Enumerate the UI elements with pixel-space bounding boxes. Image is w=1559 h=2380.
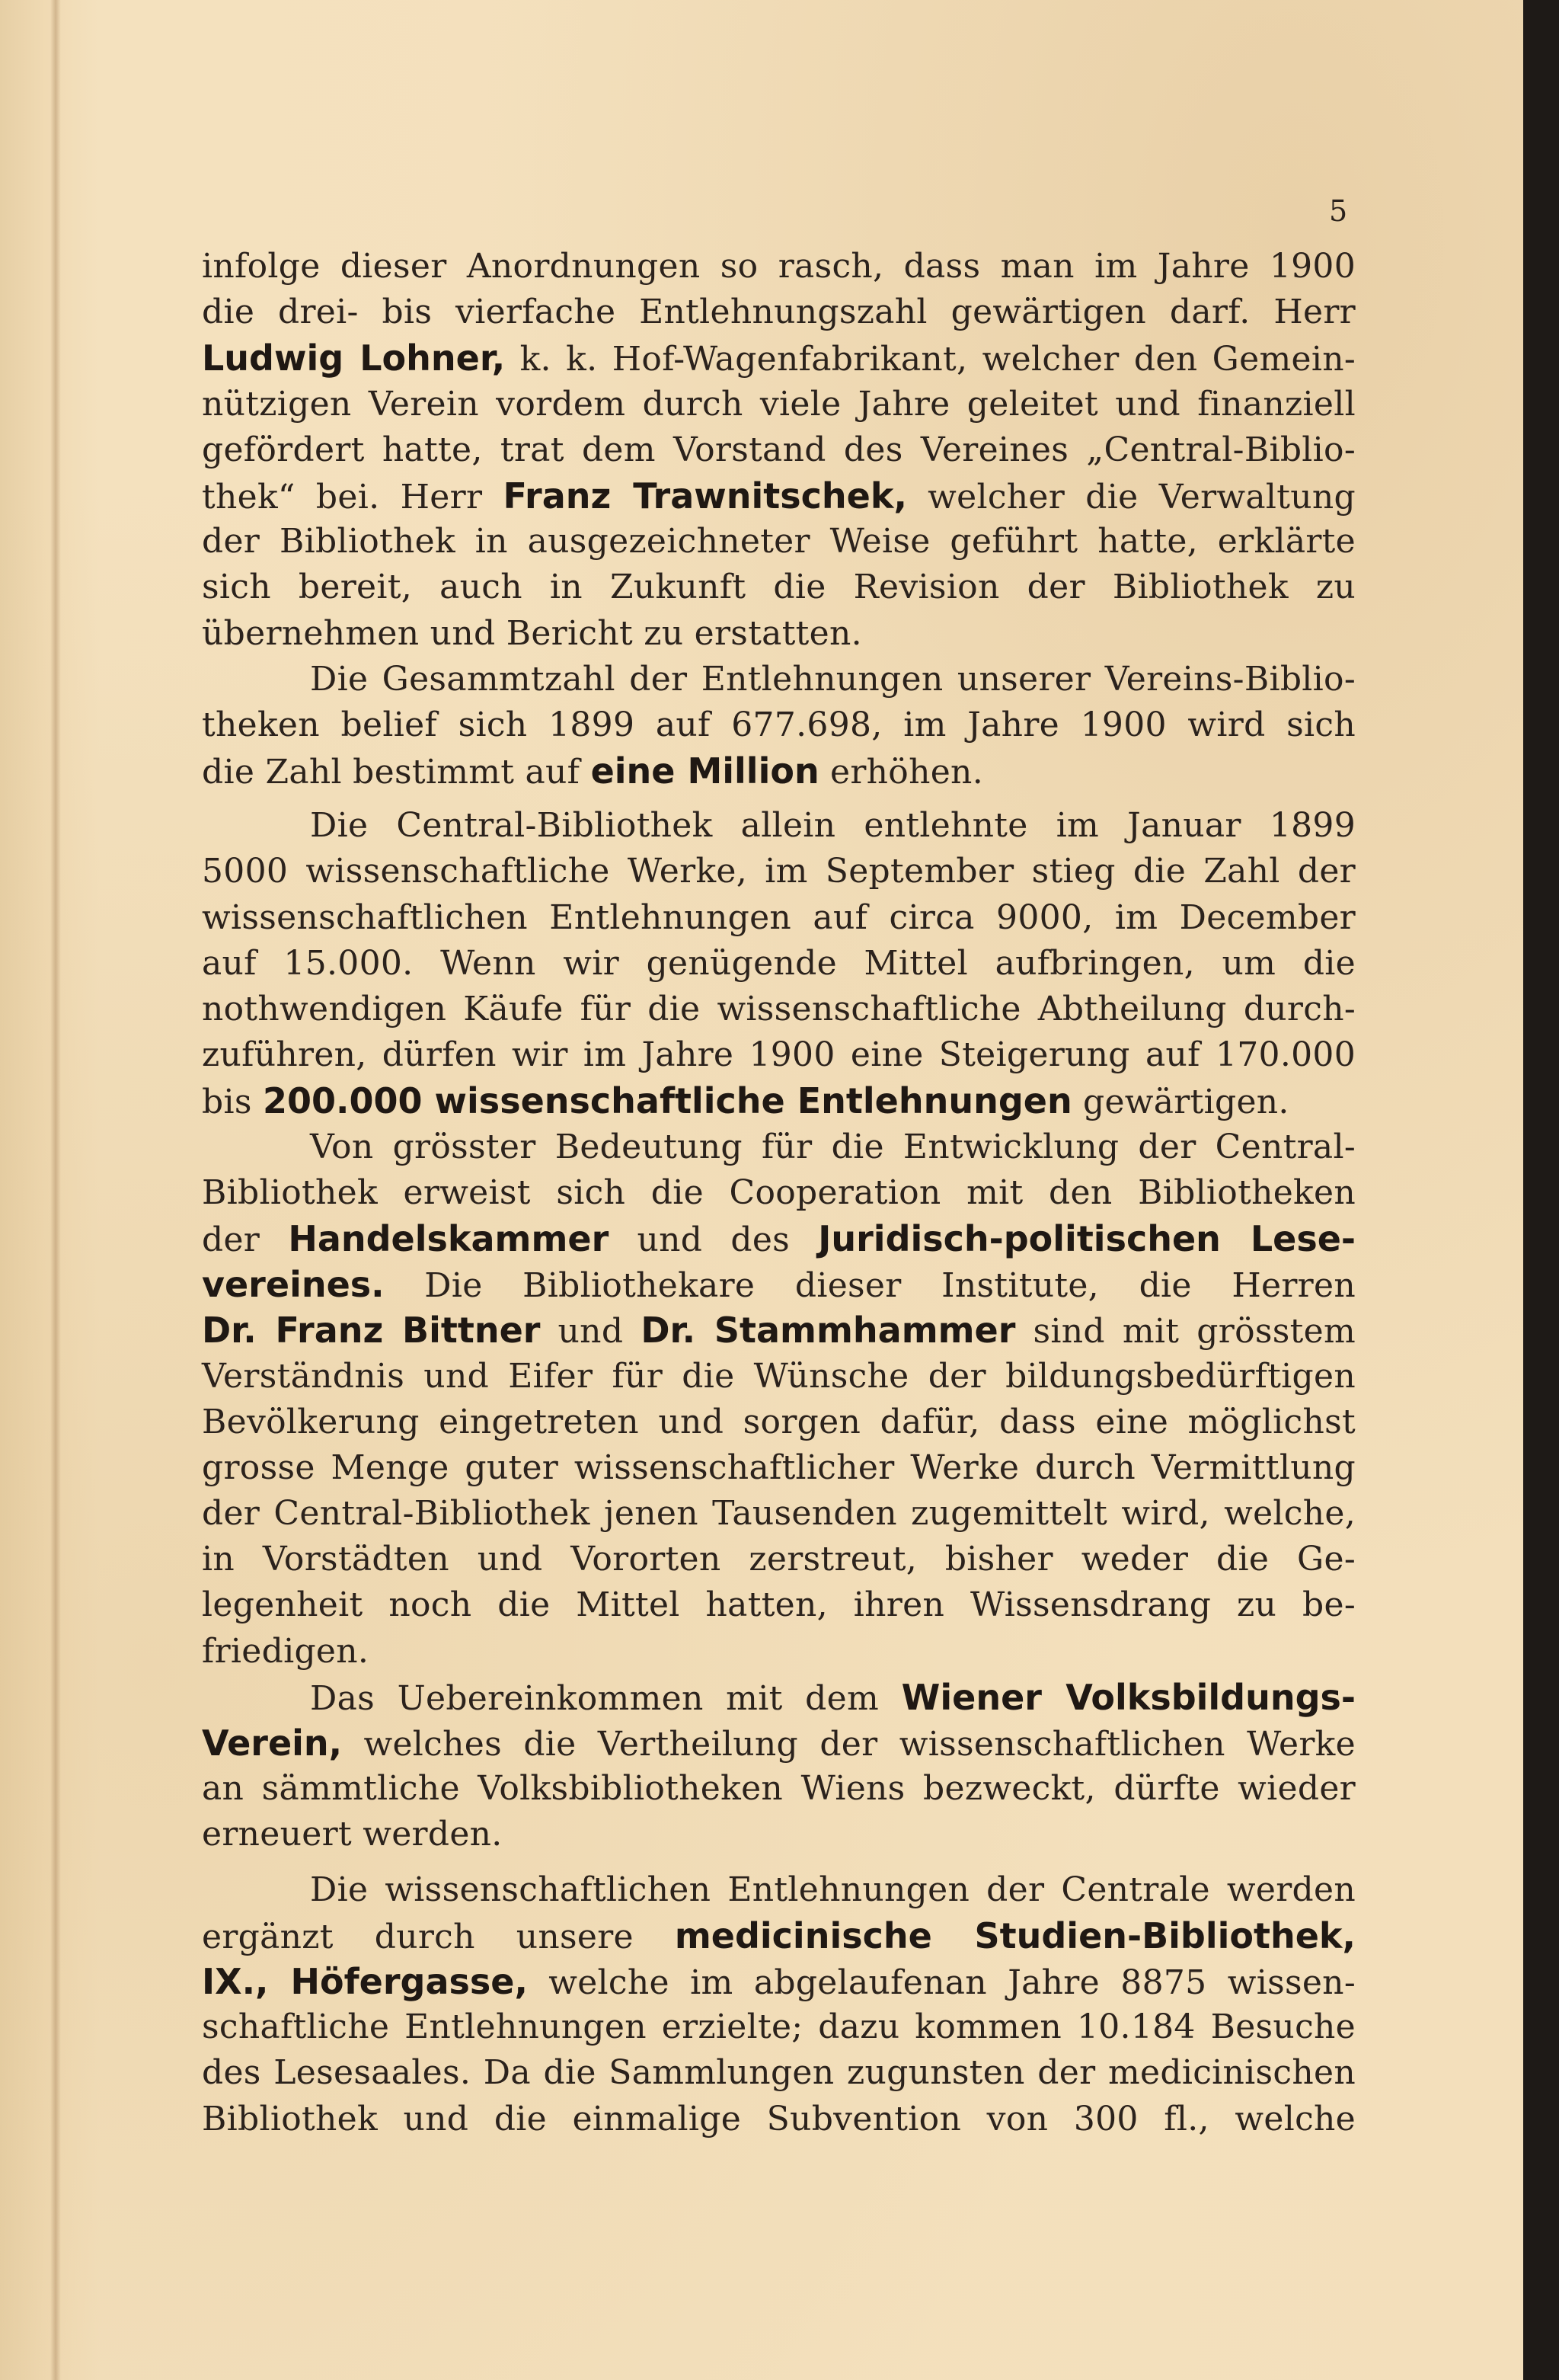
text-run: gewärtigen. [1072, 1083, 1289, 1122]
text-run: Bevölkerung eingetreten und sorgen dafür, dass eine möglichst [202, 1402, 1356, 1441]
text-line [202, 1354, 1356, 1400]
text-line [202, 849, 1356, 894]
bold-text-run: Handelskammer [288, 1217, 609, 1259]
text-line [202, 290, 1356, 335]
text-line [202, 1216, 1356, 1262]
text-run: welcher die Verwaltung [906, 477, 1356, 517]
text-line [202, 1959, 1356, 2004]
text-run: sind mit grösstem [1015, 1312, 1356, 1352]
text-line [202, 2050, 1356, 2096]
text-run: Von grösster Bedeutung für die Entwicklung der Central- [310, 1127, 1356, 1166]
text-line [202, 382, 1356, 427]
text-line [202, 1170, 1356, 1216]
text-line [202, 1629, 1356, 1675]
text-run: der Central-Bibliothek jenen Tausenden zugemittelt wird, welche, [202, 1494, 1356, 1534]
text-line [202, 803, 1356, 849]
text-line [202, 244, 1356, 290]
text-line [202, 748, 1356, 794]
text-run: sich bereit, auch in Zukunft die Revision der Bibliothek zu [202, 568, 1356, 607]
text-line [202, 1537, 1356, 1582]
text-run: thek“ bei. Herr [202, 477, 503, 517]
text-run: schaftliche Entlehnungen erzielte; dazu kommen 10.184 Besuche [202, 2007, 1356, 2047]
text-run: nützigen Verein vordem durch viele Jahre geleitet und finanziell [202, 384, 1356, 424]
text-run: welche im abgelaufenan Jahre 8875 wissen- [527, 1963, 1356, 2002]
text-run: Die wissenschaftlichen Entlehnungen der Centrale werden [310, 1870, 1356, 1909]
text-run: k. k. Hof-Wagenfabrikant, welcher den Gemein- [505, 340, 1356, 379]
bold-text-run: eine Million [590, 750, 819, 792]
bold-text-run: 200.000 wissenschaftliche Entlehnungen [263, 1080, 1072, 1122]
body-text [202, 244, 1356, 2142]
text-line [202, 1307, 1356, 1353]
text-line [202, 335, 1356, 381]
text-line [202, 519, 1356, 565]
text-run: der Bibliothek in ausgezeichneter Weise geführt hatte, erklärte [202, 522, 1356, 561]
text-line [202, 657, 1356, 702]
text-run: erneuert werden. [202, 1815, 503, 1854]
text-line [202, 1124, 1356, 1170]
text-line [202, 895, 1356, 941]
bold-text-run: Franz Trawnitschek, [503, 475, 907, 517]
text-run: Bibliothek und die einmalige Subvention von 300 fl., welche [202, 2099, 1356, 2138]
text-line [202, 1262, 1356, 1307]
text-line [202, 1582, 1356, 1628]
text-line [202, 2004, 1356, 2050]
text-run: Die Central-Bibliothek allein entlehnte im Januar 1899 [310, 806, 1356, 846]
bold-text-run: Verein, [202, 1723, 343, 1764]
text-run: des Lesesaales. Da die Sammlungen zugunsten der medicinischen [202, 2053, 1356, 2093]
text-run: zuführen, dürfen wir im Jahre 1900 eine Steigerung auf 170.000 [202, 1035, 1356, 1075]
text-run: ergänzt durch unsere [202, 1917, 675, 1956]
text-run: Verständnis und Eifer für die Wünsche der bildungsbedürftigen [202, 1356, 1356, 1396]
text-run: wissenschaftlichen Entlehnungen auf circa 9000, im December [202, 897, 1356, 937]
page-binding-shadow [50, 0, 61, 2380]
text-run: friedigen. [202, 1631, 369, 1671]
text-line [202, 1913, 1356, 1959]
text-run: grosse Menge guter wissenschaftlicher Werke durch Vermittlung [202, 1448, 1356, 1487]
text-line [202, 473, 1356, 519]
text-run: Bibliothek erweist sich die Cooperation mit den Bibliotheken [202, 1172, 1356, 1212]
text-run: legenheit noch die Mittel hatten, ihren Wissensdrang zu be- [202, 1585, 1356, 1625]
text-run: erhöhen. [819, 753, 983, 792]
text-run: an sämmtliche Volksbibliotheken Wiens bezweckt, dürfte wieder [202, 1769, 1356, 1809]
text-run: Die Gesammtzahl der Entlehnungen unserer Vereins-Biblio- [310, 659, 1356, 699]
text-line [202, 1867, 1356, 1913]
text-line [202, 565, 1356, 610]
text-line [202, 1766, 1356, 1812]
text-line [202, 1445, 1356, 1491]
text-run: theken belief sich 1899 auf 677.698, im Jahre 1900 wird sich [202, 705, 1356, 744]
text-line [202, 941, 1356, 987]
text-run: infolge dieser Anordnungen so rasch, dass man im Jahre 1900 [202, 247, 1356, 286]
text-line [202, 1032, 1356, 1078]
text-run: und [540, 1312, 641, 1352]
text-line [202, 611, 1356, 657]
text-line [202, 1675, 1356, 1720]
text-line [202, 1812, 1356, 1857]
text-line [202, 1400, 1356, 1445]
bold-text-run: medicinische Studien-Bibliothek, [674, 1915, 1356, 1956]
bold-text-run: Ludwig Lohner, [202, 337, 506, 379]
text-run: 5000 wissenschaftliche Werke, im September stieg die Zahl der [202, 852, 1356, 891]
bold-text-run: Dr. Stammhammer [641, 1310, 1016, 1352]
bold-text-run: Juridisch-politischen Lese- [818, 1217, 1356, 1259]
text-run: bis [202, 1083, 264, 1122]
text-line [202, 987, 1356, 1032]
bold-text-run: Wiener Volksbildungs- [901, 1676, 1356, 1718]
text-run: übernehmen und Bericht zu erstatten. [202, 613, 862, 653]
page-number: 5 [1329, 194, 1348, 228]
text-line [202, 702, 1356, 748]
text-run: und des [609, 1220, 819, 1259]
text-line [202, 2097, 1356, 2142]
text-line [202, 1720, 1356, 1766]
bold-text-run: IX., Höfergasse, [202, 1960, 528, 2002]
text-run: in Vorstädten und Vororten zerstreut, bisher weder die Ge- [202, 1540, 1356, 1579]
bold-text-run: Dr. Franz Bittner [202, 1310, 541, 1352]
text-run: die drei- bis vierfache Entlehnungszahl gewärtigen darf. Herr [202, 293, 1356, 332]
text-line [202, 1078, 1356, 1124]
text-run: Das Uebereinkommen mit dem [310, 1678, 902, 1718]
text-run: auf 15.000. Wenn wir genügende Mittel aufbringen, um die [202, 943, 1356, 983]
text-line [202, 427, 1356, 473]
text-run: der [202, 1220, 289, 1259]
bold-text-run: vereines. [202, 1264, 385, 1306]
text-run: Die Bibliothekare dieser Institute, die Herren [384, 1266, 1356, 1306]
text-run: die Zahl bestimmt auf [202, 753, 591, 792]
text-run: nothwendigen Käufe für die wissenschaftliche Abtheilung durch- [202, 990, 1356, 1028]
text-run: gefördert hatte, trat dem Vorstand des Vereines „Central-Biblio- [202, 430, 1356, 469]
text-run: welches die Vertheilung der wissenschaftlichen Werke [342, 1725, 1356, 1764]
text-line [202, 1491, 1356, 1537]
